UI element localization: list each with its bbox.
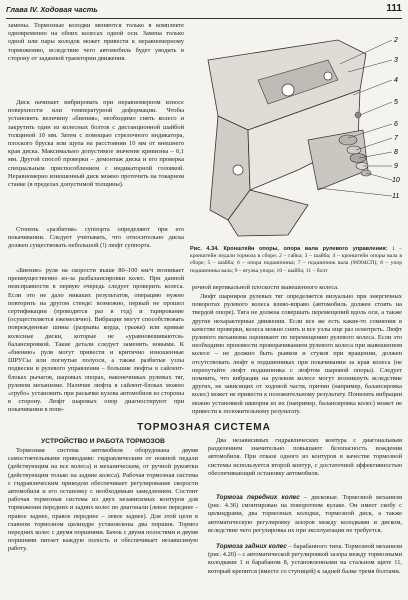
- text-tie-rod-play: Люфт шарниров рулевых тяг определяется визуально при энергичных поворотах рулевого колеса влево-вправо (автомобиль должен стоять на твердой опоре). Тяга не должна совершать перемещений вдоль оси, а также другие нехарактерные движения. Если все же есть какие-то сомнения в качестве проверки, колеса можно снять и все узлы еще раз осмотреть. Люфт рулевого механизма оценивают по перемещению рулевого колеса. Если это необходимо произвести проворачиванием рулевого колеса при вывешенном колесе – не должно быть рывков и стуков при вращении, должен отсутствовать люфт в подшипниках при покачивании за края колеса (не перепутайте люфт подшипника с люфтом шаровой опоры). Следует помнить, что вибрации на рулевом колесе могут возникнуть вследствие других, не зависящих от ходовой части, причин (например, балансировка колес) может не привести к положительному результату. Понизить вибрации можно установкой шкворня из их (например, балансировка колес) может не привести к положительному результату.: [192, 293, 402, 415]
- callout-6: 6: [394, 121, 398, 128]
- callout-2: 2: [394, 37, 398, 44]
- text-brake-system: Тормозная система автомобиля оборудована двумя самостоятельными приводами: гидравлическим от ножной педали (действующим на все колеса) и механическим, от ручной рукоятки (действующим только на задние колеса). Рабочая тормозная система с гидравлическим приводом обеспечивает регулирование скорости автомобиля и его остановку с необходимым замедлением. Состоит рабочая тормозная система из двух независимых контуров для торможения передних и задних колес по диагонали (левое переднее – правое заднее, правое переднее – левое заднее). Для этой цели в главном тормозном цилиндре установлены два поршня. Тормоз передних колес с двумя поршнями. Бачок с двумя полостями и двумя поршнями питает каждую полость и обеспечивает независимую работу.: [8, 447, 198, 553]
- text-rear-brakes: [208, 543, 402, 595]
- front-brakes-lead: Тормоза передних колес: [216, 494, 300, 501]
- rear-brakes-lead: Тормоза задних колес: [216, 543, 287, 550]
- chapter-title: Глава IV. Ходовая часть: [6, 5, 98, 14]
- rear-brakes-text: – барабанного типа. Тормозной механизм (рис. 4.20) – с автоматической регулировкой зазора между тормозными колодками 1 и барабаном 8, установленными на стальном щите 11, который крепится (вместе со ступицей) к задней балке тремя болтами.: [208, 543, 402, 575]
- text-wheel-plane: речной вертикальной плоскости вывешенного колеса.: [192, 284, 339, 291]
- figure-caption-label: Рис. 4.34. Кронштейн опоры, опора вала рулевого управления:: [190, 246, 388, 252]
- bracket-illustration: [188, 20, 402, 242]
- front-brakes-text: – дисковые. Тормозной механизм (рис. 4.36) смонтирован на поворотном кулаке. Он имеет скобу с цилиндрами, два тормозных колодки, тормозной диск, а также автоматическую регулировку зазоров между колодками и диском, вследствие чего регулировка их при эксплуатации не требуется.: [208, 494, 402, 534]
- text-dual-circuit: Два независимых гидравлических контура с диагональным разделением значительно повышают безопасность вождения автомобиля. При отказе одного из контуров в качестве тормозной системы используется второй контур, с достаточной эффективностью обеспечивающий остановку автомобиля.: [208, 437, 402, 477]
- callout-5: 5: [394, 99, 398, 106]
- page-header: [6, 4, 402, 19]
- section-subheading: УСТРОЙСТВО И РАБОТА ТОРМОЗОВ: [41, 438, 165, 445]
- callout-7: 7: [394, 135, 398, 142]
- callout-10: 10: [392, 177, 400, 184]
- callout-4: 4: [394, 77, 398, 84]
- callout-11: 11: [392, 193, 400, 200]
- callout-3: 3: [394, 57, 398, 64]
- text-pads-replacement: замены. Тормозные колодки меняются только в комплекте одновременно на обоих колесах одной оси. Замена только одной или пары колодок может привести к неравномерному торможению, вследствие чего автомобиль будет уводить в сторону от заданной траектории движения.: [8, 22, 184, 62]
- text-front-brakes: [208, 494, 402, 542]
- figure-bracket-drawing: [188, 20, 402, 242]
- text-disk-vibration: Диск начинает вибрировать при неравномерном износе поверхности или температурной деформации. Чтобы установить величину «биения», необходимо снять колесо и закрутить один из колесных болтов с дистанционной шайбой толщиной 10 мм. Затем с помощью стрелочного индикатора, плоского бруска или щупа на расстоянии 10 мм от внешнего края диска. Максимально допустимое значение кривизны – 0,1 мм. Другой способ проверки – демонтаж диска и его проверка специальным приспособлением с индикаторной головкой. Неравномерно изношенный диск можно проточить на токарном станке (в пределах допустимой толщины).: [8, 99, 184, 189]
- section-title: ТОРМОЗНАЯ СИСТЕМА: [137, 422, 271, 433]
- callout-8: 8: [394, 149, 398, 156]
- figure-caption: [190, 246, 402, 275]
- callout-9: 9: [394, 163, 398, 170]
- text-steering-wobble: «Биение» руля на скорости выше 80–100 км/ч возникает преимущественно из-за разбалансировки колес. При данной неисправности в первую очередь следует проверить колеса. Если это не дало никаких результатов, операцию нужно повторить на другом стенде: возможно, первый не прошел сертификации (проводится раз в год) и тарирование (осуществляется ежемесячно). Вибрации могут способствовать поврежденные шины (разрывы корда, грыжи) или кривые колесные диски, которые не «уравновешиваются» балансировкой. Такие детали следует заменить новыми. К «биению» руля могут привести и критично изношенные ШРУСы или погнутые полуоси, а также разбитые узлы подвески и рулевого управления – большие люфты в сайлент-блоках рычагов, шаровых опорах, наконечниках рулевых тяг, рулевом механизме. Наличие люфта в сайлент-блоках можно «грубо» установить при раскачке кузова автомобиля из стороны в сторону. Люфт шаровых опор диагностируют при покачивании в попе-: [8, 267, 184, 414]
- figure-caption-text: 1 – кронштейн педали тормоза в сборе; 2 – гайка; 3 – шайба; 4 – кронштейн опоры вала в сборе; 5 – шайба; 6 – опора подшипника; 7 – подшипник вала (96904СП); 8 – упор подшипника вала; 9 – втулка упора; 10 – шайба; 11 – болт: [190, 246, 402, 274]
- text-caliper-play: Степень «разбития» суппорта определяют при его покачивании. Следует учитывать, что относительно диска должен существовать небольшой (!) люфт суппорта.: [8, 226, 184, 250]
- page-number: 111: [386, 3, 402, 14]
